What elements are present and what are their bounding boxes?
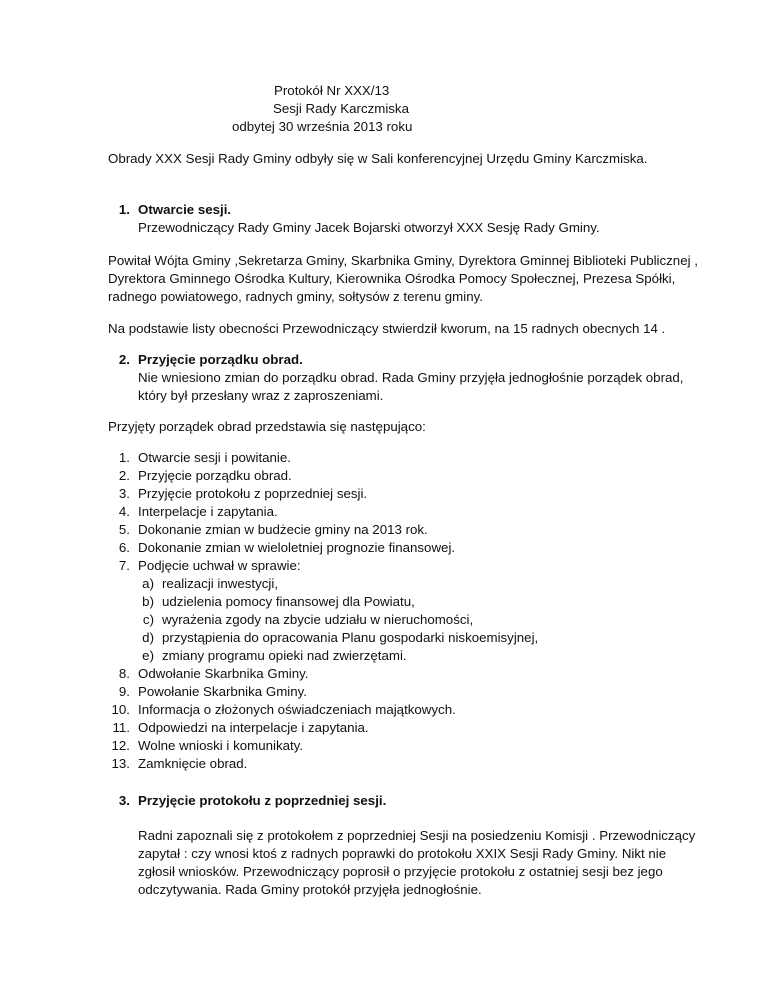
section-3-text: zapytał : czy wnosi ktoś z radnych poprawki do protokołu XXIX Sesji Rady Gminy. Nikt nie — [138, 846, 667, 861]
greeting-line: radnego powiatowego, radnych gminy, sołtysów z terenu gminy. — [108, 289, 483, 304]
protocol-title: Protokół Nr XXX/13 — [274, 83, 390, 98]
subagenda-item: realizacji inwestycji, — [162, 576, 279, 591]
agenda-item: Informacja o złożonych oświadczeniach majątkowych. — [138, 702, 456, 717]
agenda-item: Odwołanie Skarbnika Gminy. — [138, 666, 309, 681]
agenda-item-number: 9. — [118, 684, 130, 699]
subagenda-item-letter: b) — [142, 594, 154, 609]
section-3-text: odczytywania. Rada Gminy protokół przyjęła jednogłośnie. — [138, 882, 482, 897]
agenda-item-number: 4. — [118, 504, 130, 519]
agenda-item: Powołanie Skarbnika Gminy. — [138, 684, 307, 699]
agenda-item-number: 7. — [118, 558, 130, 573]
agenda-item-number: 3. — [118, 486, 130, 501]
agenda-item-number: 8. — [118, 666, 130, 681]
section-2-text: Nie wniesiono zmian do porządku obrad. Rada Gminy przyjęła jednogłośnie porządek obrad, — [138, 370, 684, 385]
agenda-item-number: 1. — [118, 450, 130, 465]
agenda-item-number: 13. — [111, 756, 130, 771]
intro-paragraph: Obrady XXX Sesji Rady Gminy odbyły się w Sali konferencyjnej Urzędu Gminy Karczmiska. — [108, 151, 648, 166]
section-1-heading: Otwarcie sesji. — [138, 202, 232, 217]
agenda-intro: Przyjęty porządek obrad przedstawia się następująco: — [108, 419, 426, 434]
subagenda-item: przystąpienia do opracowania Planu gospodarki niskoemisyjnej, — [162, 630, 539, 645]
agenda-item: Odpowiedzi na interpelacje i zapytania. — [138, 720, 369, 735]
section-3-heading: Przyjęcie protokołu z poprzedniej sesji. — [138, 793, 387, 808]
greeting-line: Dyrektora Gminnego Ośrodka Kultury, Kierownika Ośrodka Pomocy Społecznej, Prezesa Spółki, — [108, 271, 676, 286]
agenda-item-number: 10. — [111, 702, 130, 717]
agenda-item-number: 6. — [118, 540, 130, 555]
section-3-text: Radni zapoznali się z protokołem z poprzedniej Sesji na posiedzeniu Komisji . Przewodniczący — [138, 828, 696, 843]
subagenda-item: zmiany programu opieki nad zwierzętami. — [162, 648, 407, 663]
agenda-item: Dokonanie zmian w wieloletniej prognozie finansowej. — [138, 540, 456, 555]
session-date: odbytej 30 września 2013 roku — [232, 119, 413, 134]
agenda-item: Dokonanie zmian w budżecie gminy na 2013 rok. — [138, 522, 428, 537]
subagenda-item-letter: d) — [142, 630, 154, 645]
agenda-item-number: 11. — [112, 720, 130, 735]
agenda-item-number: 2. — [118, 468, 130, 483]
section-3-text: zgłosił wniosków. Przewodniczący poprosił o przyjęcie protokołu z ostatniej sesji bez jego — [138, 864, 663, 879]
agenda-item: Wolne wnioski i komunikaty. — [138, 738, 304, 753]
subagenda-item-letter: e) — [142, 648, 154, 663]
section-1-text: Przewodniczący Rady Gminy Jacek Bojarski otworzył XXX Sesję Rady Gminy. — [138, 220, 600, 235]
subagenda-item: udzielenia pomocy finansowej dla Powiatu, — [162, 594, 415, 609]
section-1-number: 1. — [118, 202, 130, 217]
section-2-text: który był przesłany wraz z zaproszeniami. — [138, 388, 384, 403]
agenda-item-number: 5. — [118, 522, 130, 537]
greeting-line: Powitał Wójta Gminy ,Sekretarza Gminy, Skarbnika Gminy, Dyrektora Gminnej Biblioteki Publicznej , — [108, 253, 698, 268]
section-2-heading: Przyjęcie porządku obrad. — [138, 352, 303, 367]
section-2-number: 2. — [118, 352, 130, 367]
agenda-item: Otwarcie sesji i powitanie. — [138, 450, 291, 465]
agenda-item: Przyjęcie protokołu z poprzedniej sesji. — [138, 486, 368, 501]
agenda-item: Przyjęcie porządku obrad. — [138, 468, 292, 483]
session-title: Sesji Rady Karczmiska — [273, 101, 409, 116]
section-3-number: 3. — [118, 793, 130, 808]
subagenda-item-letter: a) — [142, 576, 154, 591]
subagenda-item-letter: c) — [142, 612, 154, 627]
agenda-item: Podjęcie uchwał w sprawie: — [138, 558, 301, 573]
agenda-item-number: 12. — [111, 738, 130, 753]
subagenda-item: wyrażenia zgody na zbycie udziału w nieruchomości, — [162, 612, 474, 627]
quorum-paragraph: Na podstawie listy obecności Przewodniczący stwierdził kworum, na 15 radnych obecnych 14 . — [108, 321, 666, 336]
agenda-item: Zamknięcie obrad. — [138, 756, 248, 771]
agenda-item: Interpelacje i zapytania. — [138, 504, 278, 519]
